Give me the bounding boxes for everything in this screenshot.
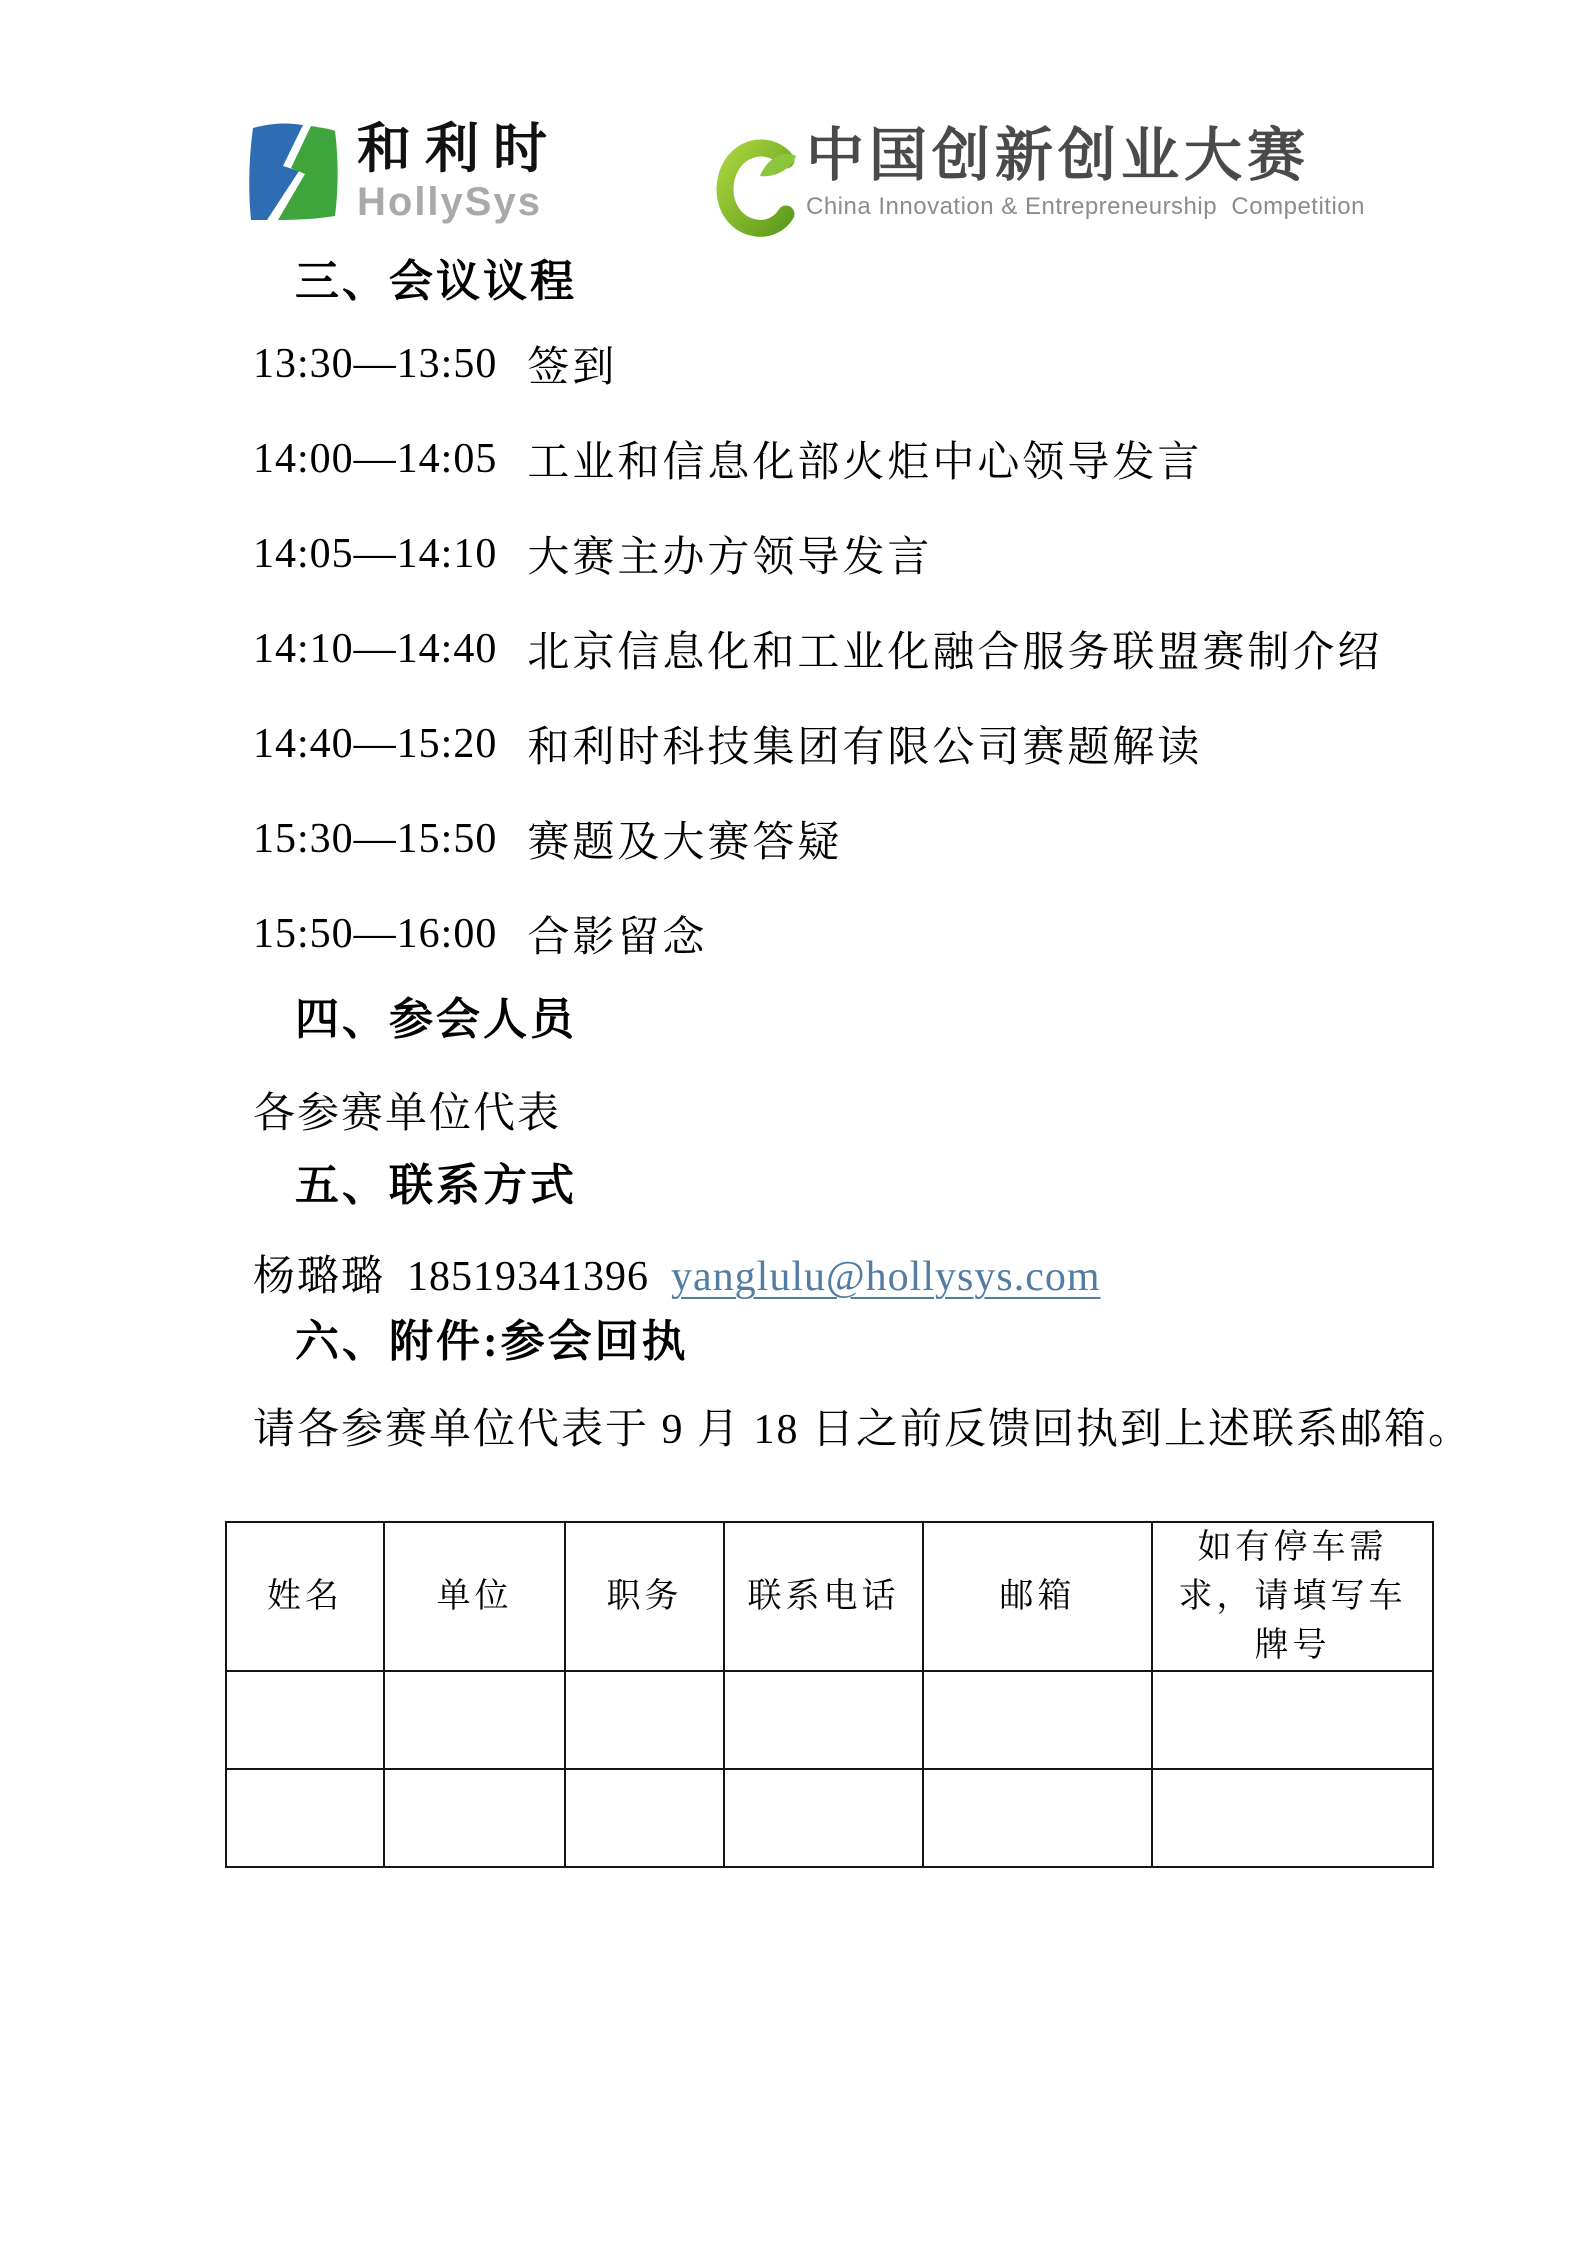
table-header-cell: 邮箱	[923, 1522, 1152, 1671]
agenda-activity: 签到	[527, 344, 618, 391]
table-cell-organization[interactable]	[384, 1671, 565, 1769]
hollysys-logo	[247, 118, 561, 224]
participants-heading: 四、参会人员	[295, 995, 577, 1044]
agenda-activity: 工业和信息化部火炬中心领导发言	[527, 439, 1203, 486]
table-cell-email[interactable]	[923, 1671, 1152, 1769]
competition-logo	[710, 123, 1365, 238]
table-cell-position[interactable]	[565, 1769, 724, 1867]
contact-line	[253, 1243, 1101, 1303]
contact-name: 杨璐璐	[253, 1254, 386, 1300]
competition-subtitle: China Innovation & Entrepreneurship Competition	[806, 192, 1365, 220]
agenda-item	[253, 791, 1382, 886]
agenda-heading: 三、会议议程	[295, 257, 577, 306]
competition-leaf-c-icon	[710, 134, 802, 238]
table-header-cell: 联系电话	[724, 1522, 923, 1671]
email-link[interactable]: yanglulu@hollysys.com	[671, 1254, 1101, 1300]
hollysys-logo-icon	[247, 118, 341, 224]
agenda-list	[253, 316, 1382, 981]
agenda-activity: 和利时科技集团有限公司赛题解读	[527, 724, 1203, 771]
agenda-time: 14:00—14:05	[253, 435, 498, 482]
contact-heading: 五、联系方式	[295, 1161, 577, 1210]
agenda-time: 14:10—14:40	[253, 625, 498, 672]
table-cell-phone[interactable]	[724, 1671, 923, 1769]
table-cell-plate[interactable]	[1152, 1671, 1433, 1769]
attachment-note: 请各参赛单位代表于 9 月 18 日之前反馈回执到上述联系邮箱。	[253, 1407, 1473, 1453]
agenda-activity: 北京信息化和工业化融合服务联盟赛制介绍	[527, 629, 1383, 676]
agenda-time: 14:05—14:10	[253, 530, 498, 577]
agenda-item	[253, 316, 1382, 411]
agenda-item	[253, 506, 1382, 601]
table-header-cell: 单位	[384, 1522, 565, 1671]
contact-phone: 18519341396	[407, 1254, 650, 1300]
agenda-item	[253, 411, 1382, 506]
agenda-item	[253, 696, 1382, 791]
reply-form-table	[225, 1521, 1434, 1868]
table-header-cell: 如有停车需求，请填写车牌号	[1152, 1522, 1433, 1671]
table-header-cell: 职务	[565, 1522, 724, 1671]
attachment-heading: 六、附件:参会回执	[295, 1317, 689, 1366]
table-cell-organization[interactable]	[384, 1769, 565, 1867]
agenda-time: 14:40—15:20	[253, 720, 498, 767]
hollysys-name-cn: 和利时	[357, 119, 561, 179]
table-cell-plate[interactable]	[1152, 1769, 1433, 1867]
table-cell-name[interactable]	[226, 1671, 384, 1769]
table-header-row	[226, 1522, 1433, 1671]
agenda-time: 13:30—13:50	[253, 340, 498, 387]
agenda-activity: 赛题及大赛答疑	[527, 819, 843, 866]
agenda-time: 15:50—16:00	[253, 910, 498, 957]
table-cell-position[interactable]	[565, 1671, 724, 1769]
table-header-cell: 姓名	[226, 1522, 384, 1671]
participants-body: 各参赛单位代表	[253, 1091, 562, 1137]
hollysys-name-en: HollySys	[357, 180, 542, 225]
agenda-item	[253, 886, 1382, 981]
agenda-item	[253, 601, 1382, 696]
table-row	[226, 1769, 1433, 1867]
agenda-activity: 合影留念	[527, 914, 708, 961]
table-cell-name[interactable]	[226, 1769, 384, 1867]
agenda-time: 15:30—15:50	[253, 815, 498, 862]
table-row	[226, 1671, 1433, 1769]
table-cell-phone[interactable]	[724, 1769, 923, 1867]
competition-title: 中国创新创业大赛	[806, 123, 1311, 188]
table-cell-email[interactable]	[923, 1769, 1152, 1867]
agenda-activity: 大赛主办方领导发言	[527, 534, 933, 581]
